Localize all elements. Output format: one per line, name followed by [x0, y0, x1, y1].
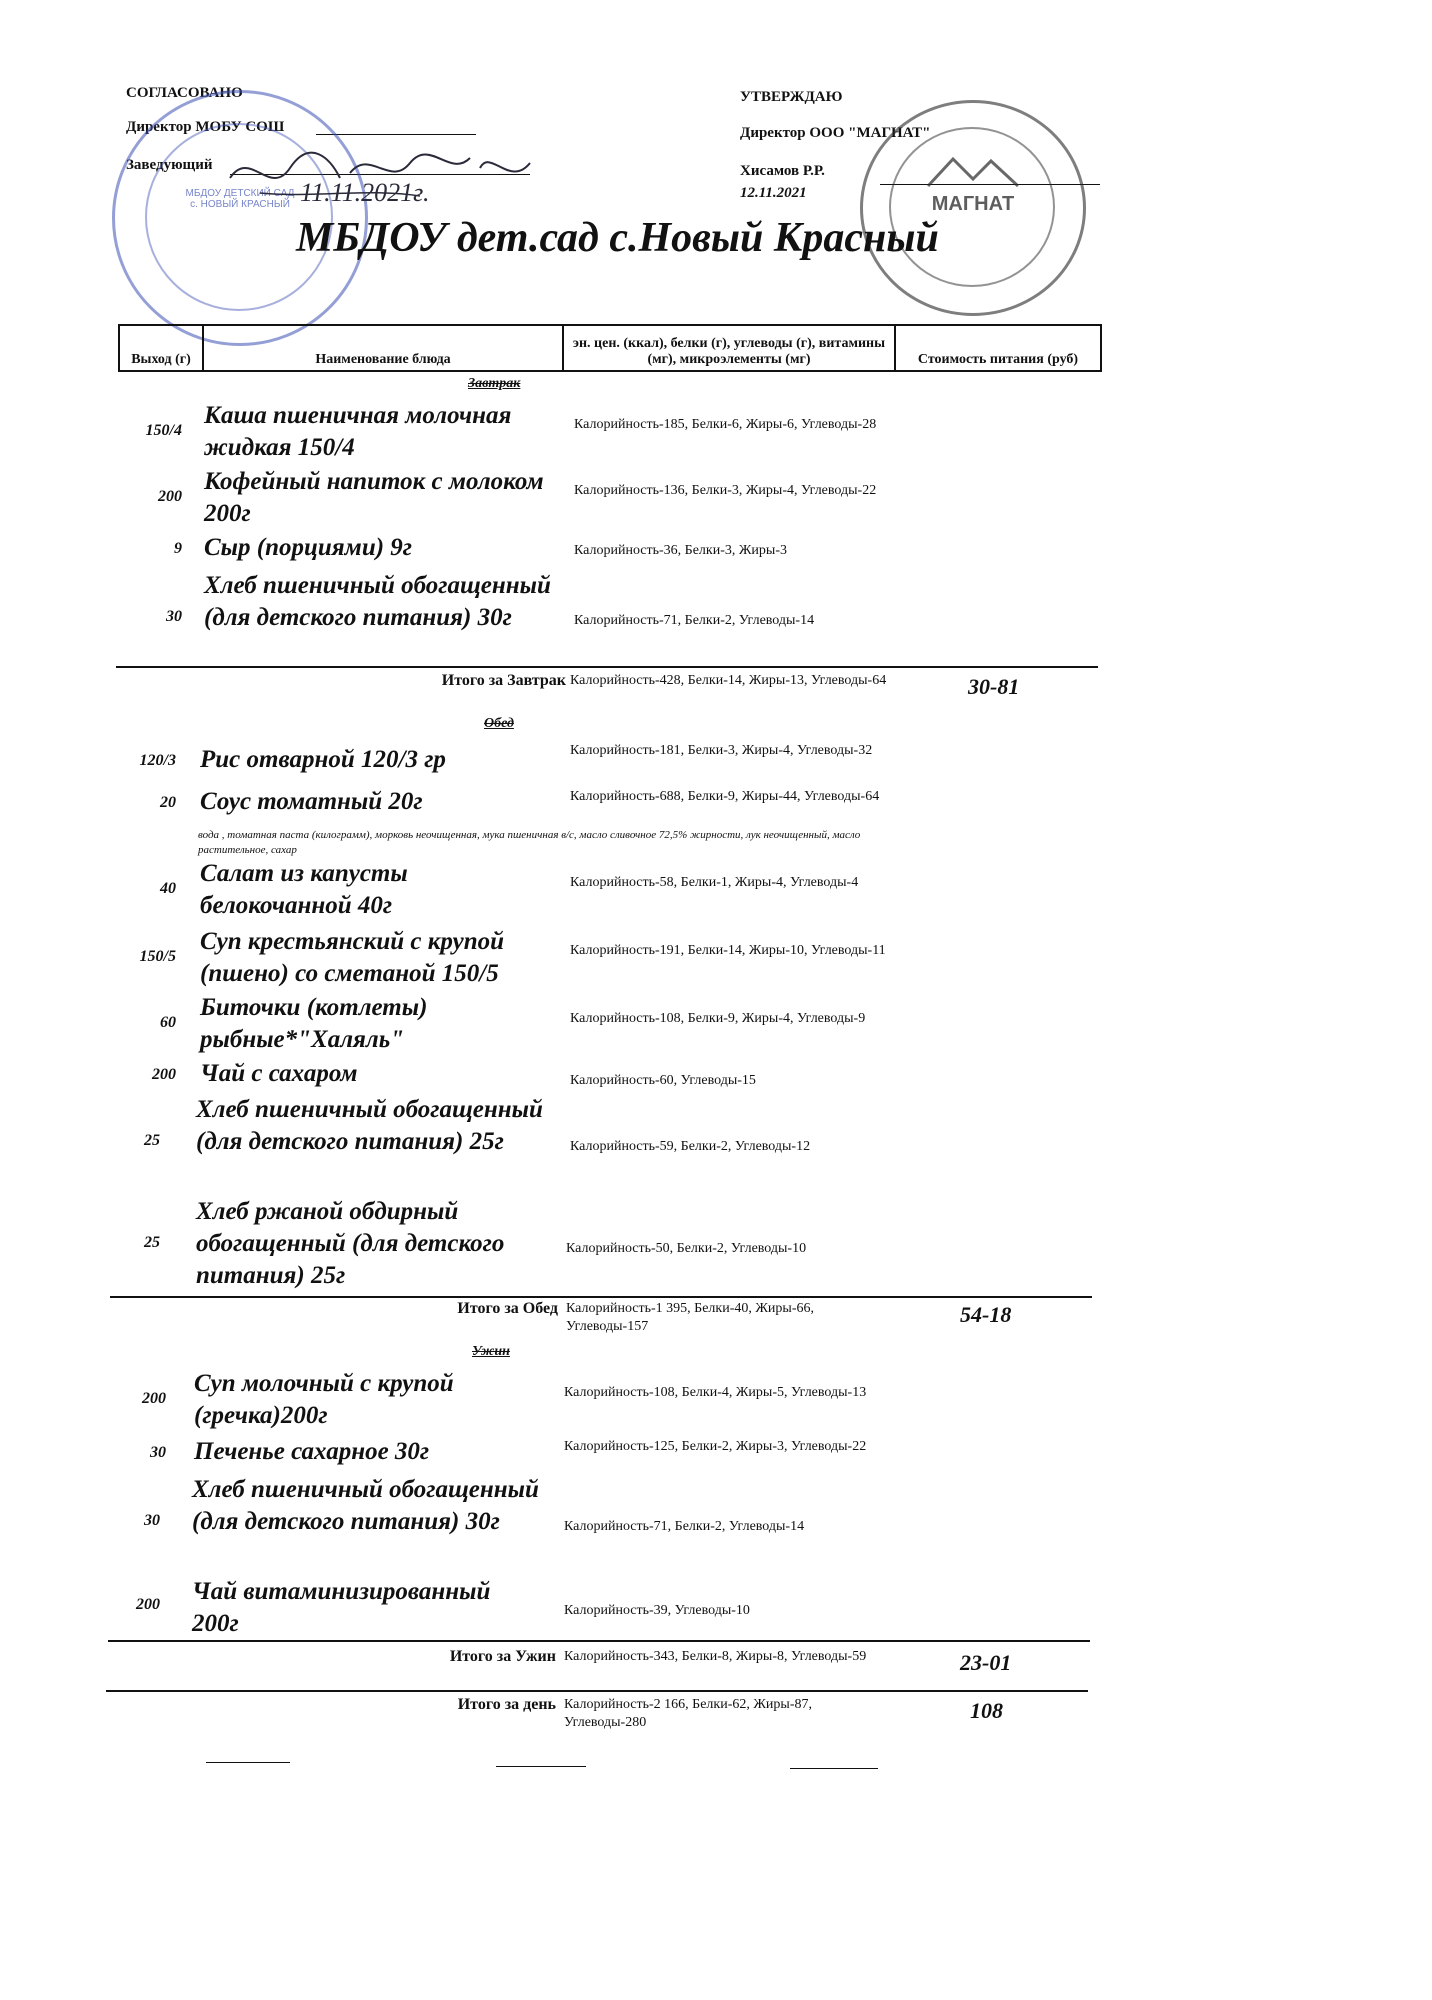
lunch-total-nutrition: Калорийность-1 395, Белки-40, Жиры-66, Углеводы-157 [566, 1301, 814, 1334]
lunch-item-8-output: 25 [144, 1234, 160, 1251]
lunch-item-4-nutrition: Калорийность-191, Белки-14, Жиры-10, Углеводы-11 [570, 943, 886, 958]
dinner-item-1-dish: Суп молочный с крупой (гречка)200г [194, 1370, 454, 1429]
lunch-item-7-dish: Хлеб пшеничный обогащенный (для детского питания) 25г [196, 1096, 543, 1155]
footer-signature-line-1 [206, 1762, 290, 1763]
breakfast-total-nutrition: Калорийность-428, Белки-14, Жиры-13, Углеводы-64 [570, 673, 887, 688]
col-cost-header: Стоимость питания (руб) [895, 325, 1101, 371]
dinner-item-2-dish: Печенье сахарное 30г [194, 1438, 430, 1465]
breakfast-item-1-nutrition: Калорийность-185, Белки-6, Жиры-6, Углеводы-28 [574, 417, 877, 432]
lunch-item-4-dish: Суп крестьянский с крупой (пшено) со сметаной 150/5 [200, 928, 505, 987]
dinner-total-rule [108, 1640, 1090, 1642]
dinner-item-2-output: 30 [150, 1444, 166, 1461]
col-nutrition-header: эн. цен. (ккал), белки (г), углеводы (г), витамины (мг), микроэлементы (мг) [563, 325, 895, 371]
lunch-item-8-nutrition: Калорийность-50, Белки-2, Углеводы-10 [566, 1241, 807, 1256]
lunch-item-3-nutrition: Калорийность-58, Белки-1, Жиры-4, Углеводы-4 [570, 875, 859, 890]
company-stamp-mountain-icon [923, 151, 1023, 191]
dinner-item-3-dish: Хлеб пшеничный обогащенный (для детского питания) 30г [192, 1476, 539, 1535]
day-total-rule [106, 1690, 1088, 1692]
director-school-label: Директор МОБУ СОШ [126, 119, 285, 135]
day-total-cost: 108 [970, 1698, 1003, 1723]
dinner-item-2-nutrition: Калорийность-125, Белки-2, Жиры-3, Углеводы-22 [564, 1439, 867, 1454]
lunch-item-1-output: 120/3 [139, 752, 176, 769]
dinner-total-label: Итого за Ужин [449, 1648, 556, 1665]
agreed-label: СОГЛАСОВАНО [126, 85, 243, 101]
lunch-item-5-nutrition: Калорийность-108, Белки-9, Жиры-4, Углеводы-9 [570, 1011, 866, 1026]
section-breakfast-label: Завтрак [468, 376, 521, 391]
section-lunch-label: Обед [484, 716, 514, 731]
company-stamp-text: МАГНАТ [931, 193, 1015, 215]
col-dish-header: Наименование блюда [203, 325, 563, 371]
director-company-label: Директор ООО "МАГНАТ" [740, 125, 931, 141]
breakfast-total-label: Итого за Завтрак [441, 672, 566, 689]
menu-table-header [118, 324, 1102, 372]
lunch-item-6-output: 200 [152, 1066, 176, 1083]
breakfast-item-2-output: 200 [158, 488, 182, 505]
lunch-item-5-dish: Биточки (котлеты) рыбные*"Халяль" [200, 994, 428, 1053]
breakfast-item-1-dish: Каша пшеничная молочная жидкая 150/4 [204, 402, 512, 461]
breakfast-item-4-dish: Хлеб пшеничный обогащенный (для детского питания) 30г [204, 572, 551, 631]
director-signature-line [316, 134, 476, 135]
lunch-item-1-dish: Рис отварной 120/3 гр [200, 746, 446, 773]
lunch-total-cost: 54-18 [960, 1302, 1012, 1327]
lunch-item-8-dish: Хлеб ржаной обдирный обогащенный (для детского питания) 25г [196, 1198, 505, 1289]
approve-label: УТВЕРЖДАЮ [740, 89, 843, 105]
lunch-item-7-output: 25 [144, 1132, 160, 1149]
breakfast-item-3-nutrition: Калорийность-36, Белки-3, Жиры-3 [574, 543, 787, 558]
day-total-label: Итого за день [457, 1696, 556, 1713]
dinner-item-4-output: 200 [136, 1596, 160, 1613]
lunch-item-5-output: 60 [160, 1014, 176, 1031]
lunch-item-6-dish: Чай с сахаром [200, 1060, 358, 1087]
dinner-item-3-nutrition: Калорийность-71, Белки-2, Углеводы-14 [564, 1519, 805, 1534]
breakfast-total-cost: 30-81 [968, 674, 1020, 699]
breakfast-item-3-dish: Сыр (порциями) 9г [204, 534, 413, 561]
dinner-item-1-nutrition: Калорийность-108, Белки-4, Жиры-5, Углеводы-13 [564, 1385, 867, 1400]
company-stamp [860, 100, 1086, 316]
page-title: МБДОУ дет.сад с.Новый Красный [296, 215, 939, 261]
breakfast-item-4-nutrition: Калорийность-71, Белки-2, Углеводы-14 [574, 613, 815, 628]
dinner-item-4-nutrition: Калорийность-39, Углеводы-10 [564, 1603, 750, 1618]
breakfast-item-2-dish: Кофейный напиток с молоком 200г [204, 468, 544, 527]
breakfast-item-1-output: 150/4 [145, 422, 182, 439]
lunch-total-rule [110, 1296, 1092, 1298]
lunch-item-4-output: 150/5 [139, 948, 176, 965]
section-dinner-label: Ужин [472, 1344, 510, 1359]
lunch-item-2-output: 20 [160, 794, 176, 811]
breakfast-item-3-output: 9 [174, 540, 182, 557]
lunch-item-3-dish: Салат из капусты белокочанной 40г [200, 860, 408, 919]
dinner-item-3-output: 30 [144, 1512, 160, 1529]
dinner-item-4-dish: Чай витаминизированный 200г [192, 1578, 491, 1637]
breakfast-total-rule [116, 666, 1098, 668]
lunch-item-6-nutrition: Калорийность-60, Углеводы-15 [570, 1073, 756, 1088]
head-sign-date: 11.11.2021г. [300, 178, 430, 207]
breakfast-item-2-nutrition: Калорийность-136, Белки-3, Жиры-4, Углеводы-22 [574, 483, 877, 498]
lunch-item-1-nutrition: Калорийность-181, Белки-3, Жиры-4, Углеводы-32 [570, 743, 873, 758]
sauce-ingredients-note: вода , томатная паста (килограмм), морковь неочищенная, мука пшеничная в/с, масло сливочное 72,5% жирности, лук неочищенный, масло растительное, сахар [198, 829, 861, 856]
lunch-item-2-nutrition: Калорийность-688, Белки-9, Жиры-44, Углеводы-64 [570, 789, 880, 804]
school-stamp-text: МБДОУ ДЕТСКИЙ САД с. НОВЫЙ КРАСНЫЙ [185, 188, 295, 210]
breakfast-item-4-output: 30 [166, 608, 182, 625]
day-total-nutrition: Калорийность-2 166, Белки-62, Жиры-87, Углеводы-280 [564, 1697, 812, 1730]
col-output-header: Выход (г) [119, 325, 203, 371]
dinner-total-cost: 23-01 [960, 1650, 1012, 1675]
director-name: Хисамов Р.Р. [740, 163, 825, 179]
dinner-item-1-output: 200 [142, 1390, 166, 1407]
lunch-item-2-dish: Соус томатный 20г [200, 788, 423, 815]
footer-signature-line-2 [496, 1766, 586, 1767]
footer-signature-line-3 [790, 1768, 878, 1769]
head-label: Заведующий [126, 157, 213, 173]
dinner-total-nutrition: Калорийность-343, Белки-8, Жиры-8, Углеводы-59 [564, 1649, 867, 1664]
lunch-total-label: Итого за Обед [457, 1300, 558, 1317]
lunch-item-7-nutrition: Калорийность-59, Белки-2, Углеводы-12 [570, 1139, 811, 1154]
lunch-item-3-output: 40 [160, 880, 176, 897]
approve-date: 12.11.2021 [740, 185, 807, 201]
